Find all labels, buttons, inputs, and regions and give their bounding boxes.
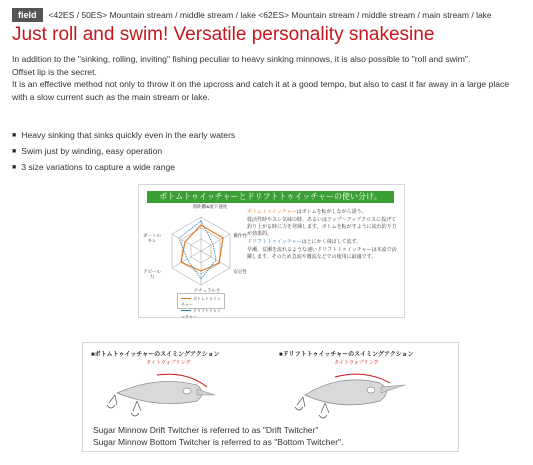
radar-label: 安定性: [233, 269, 247, 274]
radar-label: 飛距離&流下速度: [192, 204, 228, 209]
drift-twitcher-body: 早瀬、荒瀬を流れるような速いドリフトトゥイッチャーは本流で活躍します。そのため急流や激流などでの使用に最適です。: [247, 247, 397, 260]
radar-chart: [161, 211, 241, 291]
drift-twitcher-lure-image: [285, 365, 425, 421]
bottom-twitcher-action-panel: [91, 349, 241, 423]
panel-title: ■ドリフトトゥイッチャーのスイミングアクション: [279, 352, 414, 358]
caption-drift: Sugar Minnow Drift Twitcher is referred to as "Drift Twitcher": [93, 425, 319, 435]
feature-list: [12, 128, 235, 176]
field-row: [12, 8, 492, 22]
paragraph-1: In addition to the "sinking, rolling, inviting" fishing peculiar to heavy sinking minnows, it is also possible to "roll and swim".: [12, 54, 471, 64]
field-badge: field: [12, 8, 43, 22]
field-description: <42ES / 50ES> Mountain stream / middle stream / lake <62ES> Mountain stream / middle stream / main stream / lake: [48, 10, 492, 20]
paragraph-2: Offset lip is the secret.: [12, 66, 97, 77]
legend: [177, 293, 225, 319]
description: [12, 53, 524, 103]
feature-item: ■ Swim just by winding, easy operation: [12, 144, 235, 160]
legend-label: ボトムトゥイッチャー: [181, 296, 221, 307]
legend-label: ドリフトトゥイッチャー: [181, 308, 221, 319]
radar-label: ナチュラルさ: [193, 288, 221, 293]
swimming-action-figure: [82, 342, 459, 452]
figure-header: ボトムトゥイッチャーとドリフトトゥイッチャーの使い分け。: [147, 191, 394, 203]
page-title: Just roll and swim! Versatile personality snakesine: [12, 24, 435, 45]
paragraph-3: It is an effective method not only to throw it on the upcross and catch it at a good tempo, but also to cast it far away in a large place with a slow current such as the main stream or lake.: [12, 79, 510, 102]
usage-comparison-figure: [138, 184, 405, 318]
feature-item: ■ Heavy sinking that sinks quickly even in the early waters: [12, 128, 235, 144]
feature-item: ■ 3 size variations to capture a wide range: [12, 160, 235, 176]
caption-bottom: Sugar Minnow Bottom Twitcher is referred to as "Bottom Twitcher".: [93, 437, 344, 447]
panel-subtitle: タイトウォブリング: [334, 360, 379, 366]
drift-twitcher-action-panel: [279, 349, 429, 423]
radar-label: 操作性: [233, 233, 247, 238]
bottom-twitcher-lure-image: [97, 365, 237, 421]
drift-twitcher-name: ドリフトトゥイッチャー: [247, 239, 302, 245]
bottom-twitcher-body: 低活性時やスレ気味の時、あるいはアップ〜アップクロスに投げて釣り上がる時に力を発揮します。ボトムを転がすように流れ釣り方が効果的。: [247, 217, 397, 237]
radar-label: ダートのキレ: [143, 233, 161, 243]
drift-twitcher-area: [179, 221, 216, 279]
panel-title: ■ボトムトゥイッチャーのスイミングアクション: [91, 352, 220, 358]
radar-label: アピール力: [143, 269, 161, 279]
bottom-twitcher-name: ボトムトゥイッチャー: [247, 209, 297, 215]
figure-description: ボトムトゥイッチャーはボトムを転がしながら誘う。 低活性時やスレ気味の時、あるいはアップ〜アップクロスに投げて釣り上がる時に力を発揮します。ボトムを転がすように流れ釣り方が効果的。 ドリフトトゥイッチャーはとにかく飛ばして流す。 早瀬、荒瀬を流れるような速いドリフトトゥイッチャーは本流で活躍します。そのため急流や激流などでの使用に最適です。: [247, 209, 397, 260]
panel-subtitle: タイトウォブリング: [146, 360, 191, 366]
